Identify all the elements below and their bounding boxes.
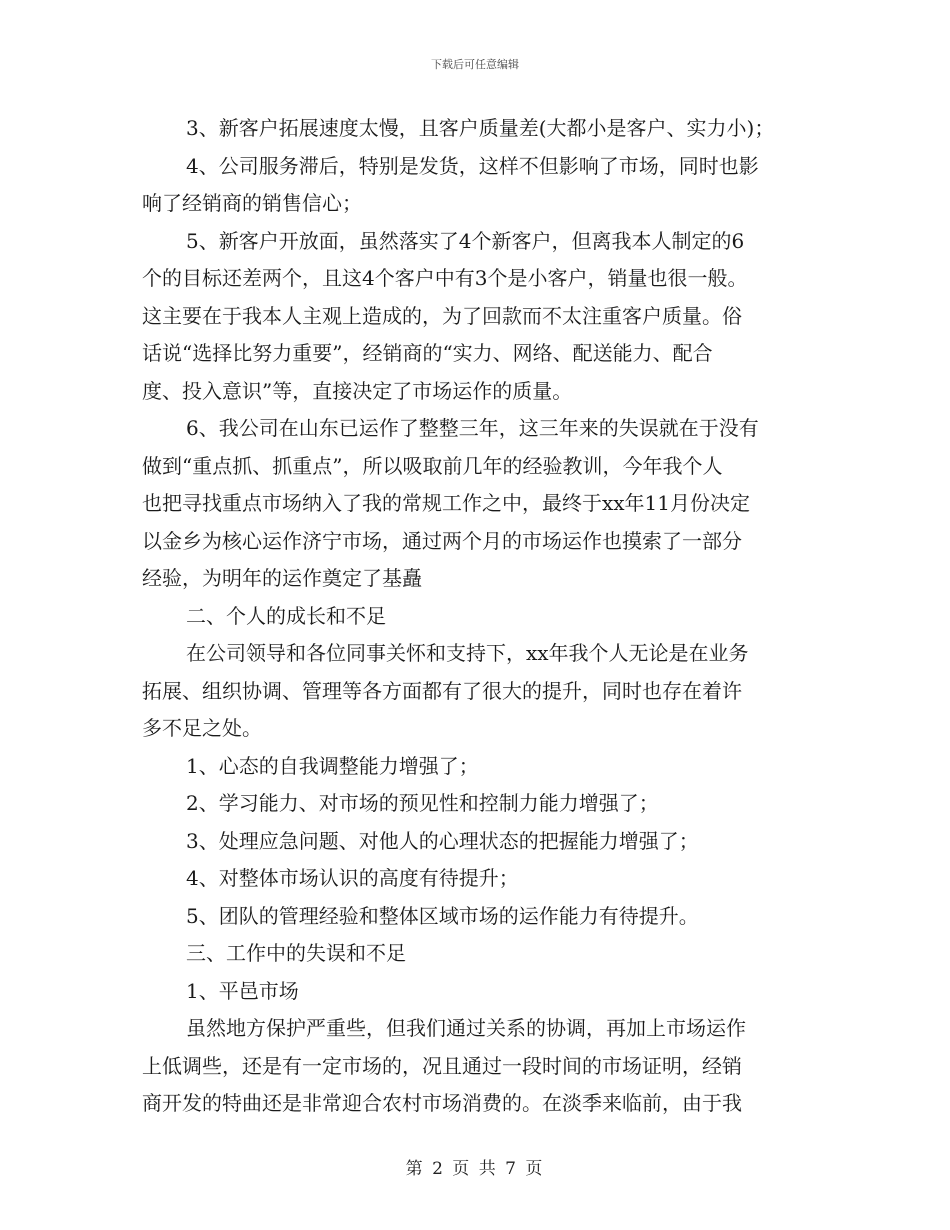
text-line: 个的目标还差两个，且这4个客户中有3个是小客户，销量也很一般。 <box>142 266 748 290</box>
text-line: 上低调些，还是有一定市场的，况且通过一段时间的市场证明，经销 <box>142 1053 742 1078</box>
text-line: 三、工作中的失误和不足 <box>186 941 406 965</box>
text-line: 以金乡为核心运作济宁市场，通过两个月的市场运作也摸索了一部分 <box>142 528 742 553</box>
text-line: 经验，为明年的运作奠定了基矗 <box>142 566 422 590</box>
page-header-note: 下载后可任意编辑 <box>431 58 519 71</box>
text-line: 5、团队的管理经验和整体区域市场的运作能力有待提升。 <box>186 903 699 928</box>
text-line: 度、投入意识”等，直接决定了市场运作的质量。 <box>142 378 573 403</box>
text-line: 做到“重点抓、抓重点”，所以吸取前几年的经验教训，今年我个人 <box>142 453 723 478</box>
text-line: 3、新客户拓展速度太慢，且客户质量差(大都小是客户、实力小)； <box>186 116 775 140</box>
text-line: 拓展、组织协调、管理等各方面都有了很大的提升，同时也存在着许 <box>142 678 742 703</box>
text-line: 虽然地方保护严重些，但我们通过关系的协调，再加上市场运作 <box>186 1016 746 1040</box>
page-number-footer: 第 2 页 共 7 页 <box>405 1159 545 1179</box>
document-body <box>142 110 814 1123</box>
text-line: 1、心态的自我调整能力增强了； <box>186 753 479 778</box>
text-line: 二、个人的成长和不足 <box>186 603 386 628</box>
text-line: 4、公司服务滞后，特别是发货，这样不但影响了市场，同时也影 <box>186 153 759 178</box>
text-line: 这主要在于我本人主观上造成的，为了回款而不太注重客户质量。俗 <box>142 303 742 328</box>
text-line: 6、我公司在山东已运作了整整三年，这三年来的失误就在于没有 <box>186 416 759 440</box>
text-line: 1、平邑市场 <box>186 978 299 1003</box>
text-line: 也把寻找重点市场纳入了我的常规工作之中，最终于xx年11月份决定 <box>142 491 751 515</box>
text-line: 3、处理应急问题、对他人的心理状态的把握能力增强了； <box>186 828 699 853</box>
text-line: 话说“选择比努力重要”，经销商的“实力、网络、配送能力、配合 <box>142 341 713 365</box>
text-line: 多不足之处。 <box>142 716 262 740</box>
text-line: 在公司领导和各位同事关怀和支持下，xx年我个人无论是在业务 <box>186 641 749 665</box>
text-line: 2、学习能力、对市场的预见性和控制力能力增强了； <box>186 791 659 815</box>
text-line: 5、新客户开放面，虽然落实了4个新客户，但离我本人制定的6 <box>186 228 745 253</box>
text-line: 商开发的特曲还是非常迎合农村市场消费的。在淡季来临前，由于我 <box>142 1091 742 1115</box>
text-line: 4、对整体市场认识的高度有待提升； <box>186 866 519 890</box>
text-line: 响了经销商的销售信心； <box>142 191 362 215</box>
